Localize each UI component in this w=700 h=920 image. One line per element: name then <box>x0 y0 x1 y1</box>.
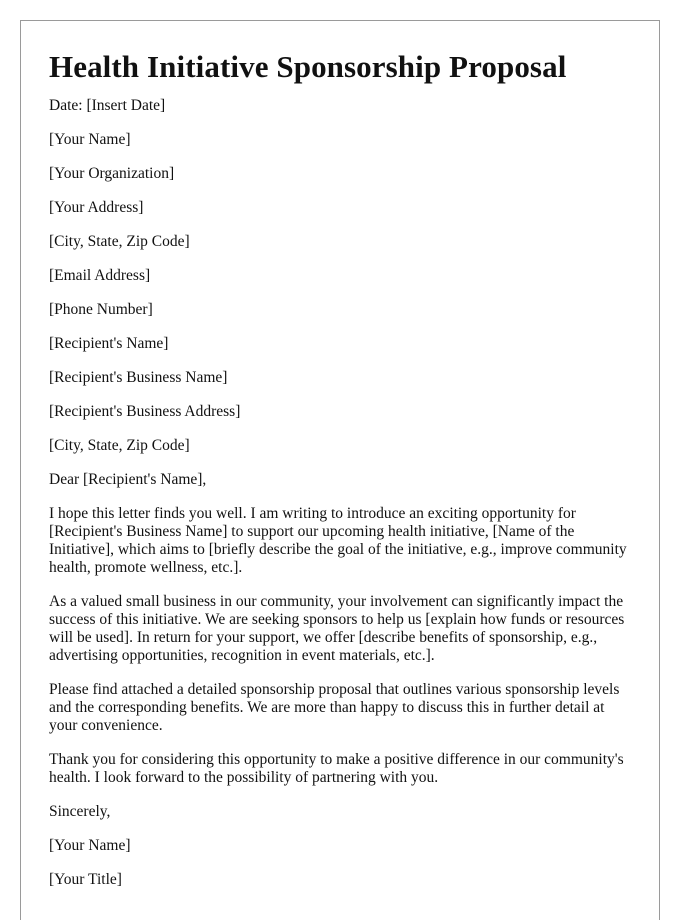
recipient-business-address: [Recipient's Business Address] <box>49 403 241 420</box>
date-line: Date: [Insert Date] <box>49 97 166 114</box>
letter-page <box>20 20 660 920</box>
body-paragraph-involvement: As a valued small business in our community, your involvement can significantly impact the success of this initiative. We are seeking sponsors to help us [explain how funds or resources will be used]. In return for your support, we offer [describe benefits of sponsorship, e.g., advertising opportunities, recognition in event materials, etc.]. <box>49 593 625 664</box>
sender-address: [Your Address] <box>49 199 144 216</box>
signature-name: [Your Name] <box>49 837 131 854</box>
sender-email: [Email Address] <box>49 267 151 284</box>
sender-name: [Your Name] <box>49 131 131 148</box>
recipient-name: [Recipient's Name] <box>49 335 169 352</box>
body-paragraph-attachment: Please find attached a detailed sponsorship proposal that outlines various sponsorship levels and the corresponding benefits. We are more than happy to discuss this in further detail at your convenience. <box>49 681 620 734</box>
salutation: Dear [Recipient's Name], <box>49 471 207 488</box>
body-paragraph-thanks: Thank you for considering this opportunity to make a positive difference in our community's health. I look forward to the possibility of partnering with you. <box>49 751 624 786</box>
closing: Sincerely, <box>49 803 111 820</box>
sender-phone: [Phone Number] <box>49 301 153 318</box>
signature-title: [Your Title] <box>49 871 122 888</box>
letter-title: Health Initiative Sponsorship Proposal <box>49 49 567 84</box>
recipient-business-name: [Recipient's Business Name] <box>49 369 228 386</box>
body-paragraph-intro: I hope this letter finds you well. I am writing to introduce an exciting opportunity for [Recipient's Business Name] to support our upcoming health initiative, [Name of the Initiative], which aims to [briefly describe the goal of the initiative, e.g., improve community health, promote wellness, etc.]. <box>49 505 627 576</box>
sender-city-state-zip: [City, State, Zip Code] <box>49 233 190 250</box>
sender-organization: [Your Organization] <box>49 165 175 182</box>
recipient-city-state-zip: [City, State, Zip Code] <box>49 437 190 454</box>
